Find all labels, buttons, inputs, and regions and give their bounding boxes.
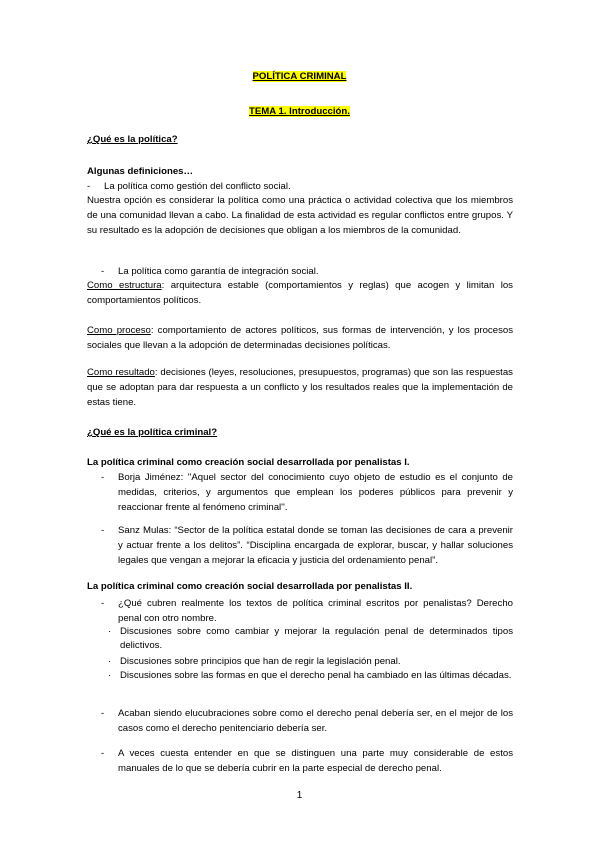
question-heading-1: ¿Qué es la política? bbox=[87, 134, 178, 145]
section-1-item-2: Sanz Mulas: “Sector de la política estatal donde se toman las decisiones de cara a prevenir y actuar frente a los delitos”. “Disciplina encargada de explorar, buscar, y hallar soluciones legales que vengan a mejorar la eficacia y justicia del ordenamiento penal”. bbox=[118, 525, 513, 566]
estructura-paragraph bbox=[87, 278, 513, 308]
section-2-item-1-bullet: - bbox=[101, 598, 105, 609]
proceso-paragraph bbox=[87, 323, 513, 353]
title-row bbox=[0, 71, 599, 82]
subtitle-row bbox=[0, 106, 599, 117]
section-1-item-2-bullet: - bbox=[101, 525, 105, 536]
document-title: POLÍTICA CRIMINAL bbox=[252, 71, 347, 82]
section-2-sub-1: Discusiones sobre como cambiar y mejorar la regulación penal de determinados tipos delictivos. bbox=[120, 626, 513, 651]
section-2-item-1: ¿Qué cubren realmente los textos de política criminal escritos por penalistas? Derecho penal con otro nombre. bbox=[118, 598, 513, 624]
section-2-heading: La política criminal como creación social desarrollada por penalistas II. bbox=[87, 581, 413, 592]
definition-1-text: La política como gestión del conflicto social. bbox=[104, 181, 291, 192]
estructura-label: Como estructura bbox=[87, 280, 162, 291]
definitions-heading: Algunas definiciones… bbox=[87, 166, 194, 177]
section-1-item-1: Borja Jiménez: ''Aquel sector del conocimiento cuyo objeto de estudio es el conjunto de medidas, criterios, y argumentos que emplean los poderes públicos para prevenir y reaccionar frente al fenómeno criminal''. bbox=[118, 472, 513, 513]
section-2-sub-2: Discusiones sobre principios que han de regir la legislación penal. bbox=[120, 656, 401, 667]
section-2-sub-3: Discusiones sobre las formas en que el derecho penal ha cambiado en las últimas décadas. bbox=[120, 670, 512, 681]
proceso-text: : comportamiento de actores políticos, sus formas de intervención, y los procesos sociales que llevan a la adopción de determinadas decisiones políticas. bbox=[87, 325, 513, 351]
section-2-item-3: A veces cuesta entender en que se distinguen una parte muy considerable de estos manuales de lo que se debería cubrir en la parte especial de derecho penal. bbox=[118, 748, 513, 774]
resultado-text: : decisiones (leyes, resoluciones, presupuestos, programas) que son las respuestas que se adoptan para dar respuesta a un conflicto y los resultados reales que la implementación de estas tiene. bbox=[87, 367, 513, 408]
resultado-label: Como resultado bbox=[87, 367, 155, 378]
section-2-sub-3-bullet: · bbox=[108, 670, 112, 681]
question-heading-2: ¿Qué es la política criminal? bbox=[87, 427, 218, 438]
definition-2-text: La política como garantía de integración social. bbox=[118, 266, 319, 277]
paragraph-1: Nuestra opción es considerar la política como una práctica o actividad colectiva que los miembros de una comunidad llevan a cabo. La finalidad de esta actividad es regular conflictos entre grupos. Y su resultado es la adopción de decisiones que obligan a los miembros de la comunidad. bbox=[87, 195, 513, 236]
estructura-text: : arquitectura estable (comportamientos y reglas) que acogen y limitan los comportamientos políticos. bbox=[87, 280, 513, 306]
section-2-item-3-bullet: - bbox=[101, 748, 105, 759]
section-2-sub-2-bullet: · bbox=[108, 656, 112, 667]
section-2-item-2-bullet: - bbox=[101, 708, 105, 719]
definition-2-bullet: - bbox=[101, 266, 105, 277]
resultado-paragraph bbox=[87, 365, 513, 410]
section-2-item-2: Acaban siendo elucubraciones sobre como el derecho penal debería ser, en el mejor de los casos como el derecho penitenciario debería ser. bbox=[118, 708, 513, 734]
page-number: 1 bbox=[296, 790, 303, 801]
proceso-label: Como proceso bbox=[87, 325, 151, 336]
definition-1-bullet: - bbox=[87, 181, 91, 192]
section-1-heading: La política criminal como creación social desarrollada por penalistas I. bbox=[87, 457, 410, 468]
section-2-sub-1-bullet: · bbox=[108, 626, 112, 637]
section-1-item-1-bullet: - bbox=[101, 472, 105, 483]
document-subtitle: TEMA 1. Introducción. bbox=[249, 106, 350, 117]
